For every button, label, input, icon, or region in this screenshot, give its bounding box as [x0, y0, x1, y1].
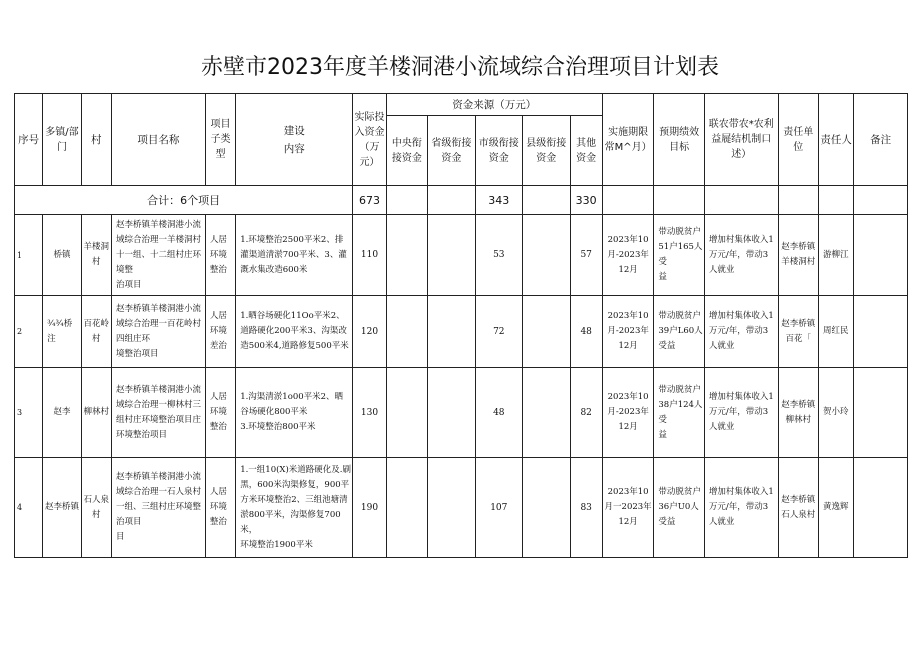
row-city: 48 — [475, 368, 522, 458]
row-other: 83 — [570, 458, 602, 558]
row-province — [428, 215, 475, 296]
row-central — [386, 368, 427, 458]
col-fund-other-header: 其他资金 — [570, 116, 602, 186]
row-content: 1.一组10(X)米道路硬化及.刷黑，600米沟渠修复，900平方米环境整治2、三组池塘清淤800平米，沟渠修复700米， 环境整治1900平米 — [236, 458, 353, 558]
row-person: 周红民 — [819, 296, 854, 368]
row-project-name: 赵李桥镇羊楼洞港小流域综合治理一百花岭村四组庄环 境整治项目 — [111, 296, 205, 368]
row-town: 赵李 — [43, 368, 81, 458]
table-row — [15, 296, 908, 368]
row-mechanism: 增加村集体收入1万元/年，带动3人就业 — [704, 215, 778, 296]
row-target: 带动脱贫户39户L60人受益 — [654, 296, 705, 368]
col-fund-central-header: 中央衔接资金 — [386, 116, 427, 186]
row-investment: 130 — [353, 368, 386, 458]
total-other: 330 — [570, 186, 602, 215]
total-county — [523, 186, 570, 215]
row-content: 1.环境整治2500平米2、排灌渠道清淤700平米、3、灌溉水集改造600米 — [236, 215, 353, 296]
row-county — [523, 296, 570, 368]
row-project-name: 赵李桥镇羊楼洞港小流域综合治理一石人泉村一组、三组村庄环境整治项目 目 — [111, 458, 205, 558]
col-mechanism-header: 联农带农*农利益屣结机制口述） — [704, 94, 778, 186]
total-empty-target — [654, 186, 705, 215]
row-remark — [854, 368, 908, 458]
row-other: 57 — [570, 215, 602, 296]
total-city: 343 — [475, 186, 522, 215]
total-empty-period — [602, 186, 654, 215]
row-investment: 120 — [353, 296, 386, 368]
row-province — [428, 368, 475, 458]
row-town: 赵李桥镇 — [43, 458, 81, 558]
row-other: 48 — [570, 296, 602, 368]
row-period: 2023年10月-2023年12月 — [602, 296, 654, 368]
row-mechanism: 增加村集体收入1万元/年，带动3人就业 — [704, 368, 778, 458]
row-target: 带动脱贫户38户124人受 益 — [654, 368, 705, 458]
row-remark — [854, 215, 908, 296]
col-project-type-header: 项目子类型 — [205, 94, 235, 186]
row-seq: 1 — [15, 215, 43, 296]
row-unit: 赵李桥镇百花「 — [778, 296, 818, 368]
row-province — [428, 458, 475, 558]
row-central — [386, 215, 427, 296]
col-remark-header: 备注 — [854, 94, 908, 186]
row-mechanism: 增加村集体收入1万元/年，带动3人就业 — [704, 296, 778, 368]
col-target-header: 预期绩效目标 — [654, 94, 705, 186]
row-remark — [854, 296, 908, 368]
row-village: 柳林村 — [81, 368, 111, 458]
total-central — [386, 186, 427, 215]
total-empty-remark — [854, 186, 908, 215]
col-fund-city-header: 市级衔接资金 — [475, 116, 522, 186]
row-county — [523, 215, 570, 296]
row-city: 72 — [475, 296, 522, 368]
row-seq: 2 — [15, 296, 43, 368]
row-province — [428, 296, 475, 368]
table-row — [15, 458, 908, 558]
row-town: 桥镇 — [43, 215, 81, 296]
row-project-type: 人居环境整治 — [205, 215, 235, 296]
table-row — [15, 368, 908, 458]
row-project-type: 人居环境差治 — [205, 296, 235, 368]
row-unit: 赵李桥镇羊楼洞村 — [778, 215, 818, 296]
col-investment-header: 实际投入资金（万元） — [353, 94, 386, 186]
row-other: 82 — [570, 368, 602, 458]
row-target: 带动脱贫户36户U0人受益 — [654, 458, 705, 558]
row-investment: 110 — [353, 215, 386, 296]
row-period: 2023年10月一2023年12月 — [602, 458, 654, 558]
row-village: 羊楼洞村 — [81, 215, 111, 296]
row-seq: 4 — [15, 458, 43, 558]
row-unit: 赵李桥镇柳林村 — [778, 368, 818, 458]
col-village-header: 村 — [81, 94, 111, 186]
col-town-header: 多镇/部门 — [43, 94, 81, 186]
col-fund-province-header: 省级衔接资金 — [428, 116, 475, 186]
row-person: 游柳江 — [819, 215, 854, 296]
total-empty-mechanism — [704, 186, 778, 215]
col-content-header: 建设 内容 — [236, 94, 353, 186]
header-row-1 — [15, 94, 908, 116]
total-province — [428, 186, 475, 215]
row-target: 带动脱贫户51户165人受 益 — [654, 215, 705, 296]
col-fund-county-header: 县级衔接资金 — [523, 116, 570, 186]
row-content: 1.晒谷场硬化11Oo平米2、道路硬化200平米3、沟渠改造500米4,道路修复500平米 — [236, 296, 353, 368]
col-seq-header: 序号 — [15, 94, 43, 186]
row-seq: 3 — [15, 368, 43, 458]
total-empty-person — [819, 186, 854, 215]
fund-source-header: 资金来源（万元） — [386, 94, 602, 116]
project-plan-table — [14, 93, 908, 558]
row-period: 2023年10月-2023年12月 — [602, 215, 654, 296]
row-city: 53 — [475, 215, 522, 296]
total-label: 合计：6个项目 — [15, 186, 353, 215]
row-project-name: 赵李桥镇羊楼洞港小流域综合治理一柳林村三组村庄环境整治项目庄环境整治项目 — [111, 368, 205, 458]
row-investment: 190 — [353, 458, 386, 558]
row-project-type: 人居环境整治 — [205, 458, 235, 558]
row-project-name: 赵李桥镇羊楼洞港小流域综合治理一羊楼洞村十一组、十二组村庄环境整 治项目 — [111, 215, 205, 296]
row-county — [523, 368, 570, 458]
row-village: 石人泉村 — [81, 458, 111, 558]
col-unit-header: 责任单位 — [778, 94, 818, 186]
col-project-name-header: 项目名称 — [111, 94, 205, 186]
row-central — [386, 458, 427, 558]
total-empty-unit — [778, 186, 818, 215]
col-period-header: 实施期限常M^月） — [602, 94, 654, 186]
table-row — [15, 215, 908, 296]
total-investment: 673 — [353, 186, 386, 215]
col-person-header: 责任人 — [819, 94, 854, 186]
row-central — [386, 296, 427, 368]
row-person: 贺小玲 — [819, 368, 854, 458]
row-unit: 赵李桥镇石人泉村 — [778, 458, 818, 558]
row-city: 107 — [475, 458, 522, 558]
row-person: 黄逸辉 — [819, 458, 854, 558]
row-remark — [854, 458, 908, 558]
row-period: 2023年10月-2023年12月 — [602, 368, 654, 458]
row-village: 百花岭村 — [81, 296, 111, 368]
row-town: ¾¾桥注 — [43, 296, 81, 368]
row-county — [523, 458, 570, 558]
total-row — [15, 186, 908, 215]
row-project-type: 人居环境整治 — [205, 368, 235, 458]
page-title: 赤壁市2023年度羊楼洞港小流域综合治理项目计划表 — [201, 55, 719, 80]
row-content: 1.沟渠清淤1o00平米2、晒谷场硬化800平米 3.环境整治800平米 — [236, 368, 353, 458]
row-mechanism: 增加村集体收入1万元/年，带动3人就业 — [704, 458, 778, 558]
